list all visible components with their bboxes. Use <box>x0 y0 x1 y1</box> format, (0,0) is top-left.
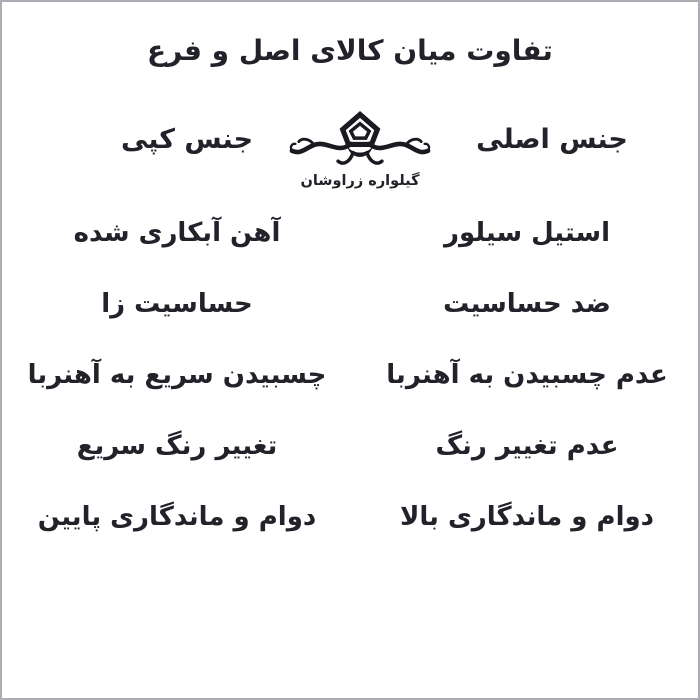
page-title: تفاوت میان کالای اصل و فرع <box>147 34 553 67</box>
cell-original: ضد حساسیت <box>443 289 611 319</box>
comparison-row <box>2 418 700 474</box>
brand-name: گیلواره زراوشان <box>300 173 420 189</box>
cell-original: دوام و ماندگاری بالا <box>400 502 654 532</box>
cell-copy: آهن آبکاری شده <box>73 218 281 248</box>
cell-copy: دوام و ماندگاری پایین <box>37 502 317 532</box>
column-header-original: جنس اصلی <box>476 124 628 155</box>
comparison-row <box>2 276 700 332</box>
column-header-copy: جنس کپی <box>120 124 254 155</box>
brand-logo <box>285 110 435 189</box>
cell-original: عدم تغییر رنگ <box>435 431 619 461</box>
ornament-flourish-icon <box>285 110 435 172</box>
cell-original: عدم چسبیدن به آهنربا <box>386 360 668 390</box>
cell-copy: تغییر رنگ سریع <box>76 431 278 461</box>
cell-original: استیل سیلور <box>443 218 611 248</box>
comparison-row <box>2 205 700 261</box>
cell-copy: حساسیت زا <box>101 289 253 319</box>
comparison-row <box>2 489 700 545</box>
cell-copy: چسبیدن سریع به آهنربا <box>27 360 327 390</box>
comparison-row <box>2 347 700 403</box>
